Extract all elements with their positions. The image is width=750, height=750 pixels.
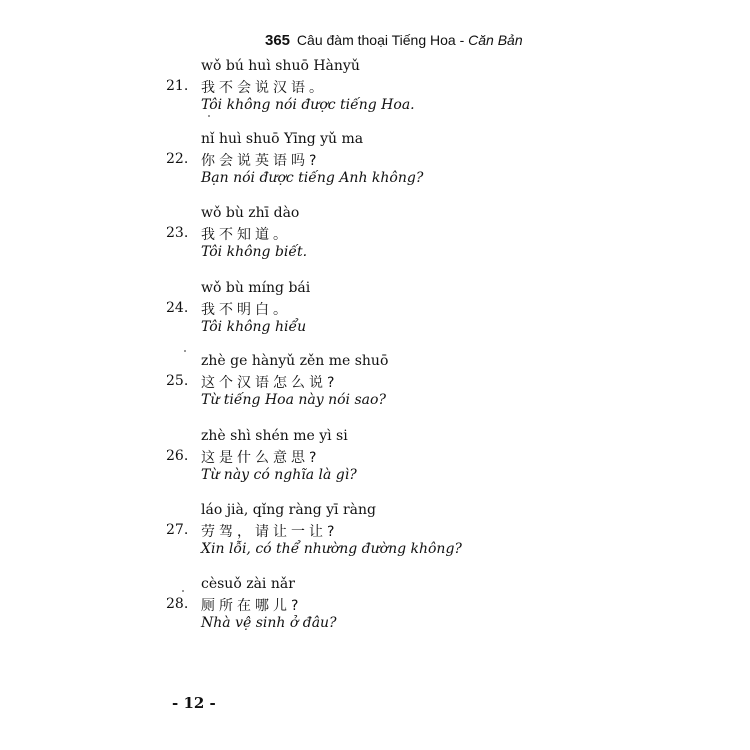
page-number: - 12 - — [172, 694, 216, 712]
entry-hanzi: 这个汉语怎么说? — [201, 375, 339, 391]
entry-pinyin: nǐ huì shuō Yīng yǔ ma — [201, 131, 364, 147]
header-subtitle: Căn Bản — [468, 32, 523, 48]
entry-vietnamese: Tôi không biết. — [201, 244, 308, 260]
entry-vietnamese: Từ tiếng Hoa này nói sao? — [201, 392, 386, 408]
print-speck — [208, 115, 210, 117]
entry-number: 22. — [166, 151, 189, 167]
entry-number: 26. — [166, 448, 189, 464]
entry-pinyin: wǒ bú huì shuō Hànyǔ — [201, 58, 360, 74]
entry-number: 25. — [166, 373, 189, 389]
entry-vietnamese: Bạn nói được tiếng Anh không? — [201, 170, 424, 186]
entry-number: 27. — [166, 522, 189, 538]
header-title: Câu đàm thoại Tiếng Hoa - — [296, 32, 465, 48]
entry-hanzi: 我不明白。 — [201, 302, 291, 318]
entry-hanzi: 厕所在哪儿? — [201, 598, 303, 614]
entry-vietnamese: Từ này có nghĩa là gì? — [201, 467, 357, 483]
entry-pinyin: zhè shì shén me yì si — [201, 428, 348, 444]
print-speck — [184, 350, 186, 352]
entry-hanzi: 这是什么意思? — [201, 450, 321, 466]
entry-number: 24. — [166, 300, 189, 316]
entry-vietnamese: Nhà vệ sinh ở đâu? — [201, 615, 337, 631]
entry-hanzi: 劳驾，请让一让? — [201, 524, 339, 540]
header-number: 365 — [265, 32, 291, 49]
entry-pinyin: wǒ bù míng bái — [201, 280, 311, 296]
print-speck — [182, 590, 184, 592]
entry-pinyin: cèsuǒ zài nǎr — [201, 576, 295, 592]
entry-pinyin: láo jià, qǐng ràng yī ràng — [201, 502, 376, 518]
entry-hanzi: 我不会说汉语。 — [201, 80, 327, 96]
page-header — [265, 32, 523, 49]
entry-hanzi: 我不知道。 — [201, 227, 291, 243]
entry-vietnamese: Tôi không hiểu — [201, 319, 307, 335]
entry-vietnamese: Xin lỗi, có thể nhường đường không? — [201, 541, 462, 557]
entry-number: 28. — [166, 596, 189, 612]
entry-number: 21. — [166, 78, 189, 94]
entry-vietnamese: Tôi không nói được tiếng Hoa. — [201, 97, 415, 113]
entry-hanzi: 你会说英语吗? — [201, 153, 321, 169]
entry-pinyin: wǒ bù zhī dào — [201, 205, 300, 221]
entry-number: 23. — [166, 225, 189, 241]
entry-pinyin: zhè ge hànyǔ zěn me shuō — [201, 353, 389, 369]
